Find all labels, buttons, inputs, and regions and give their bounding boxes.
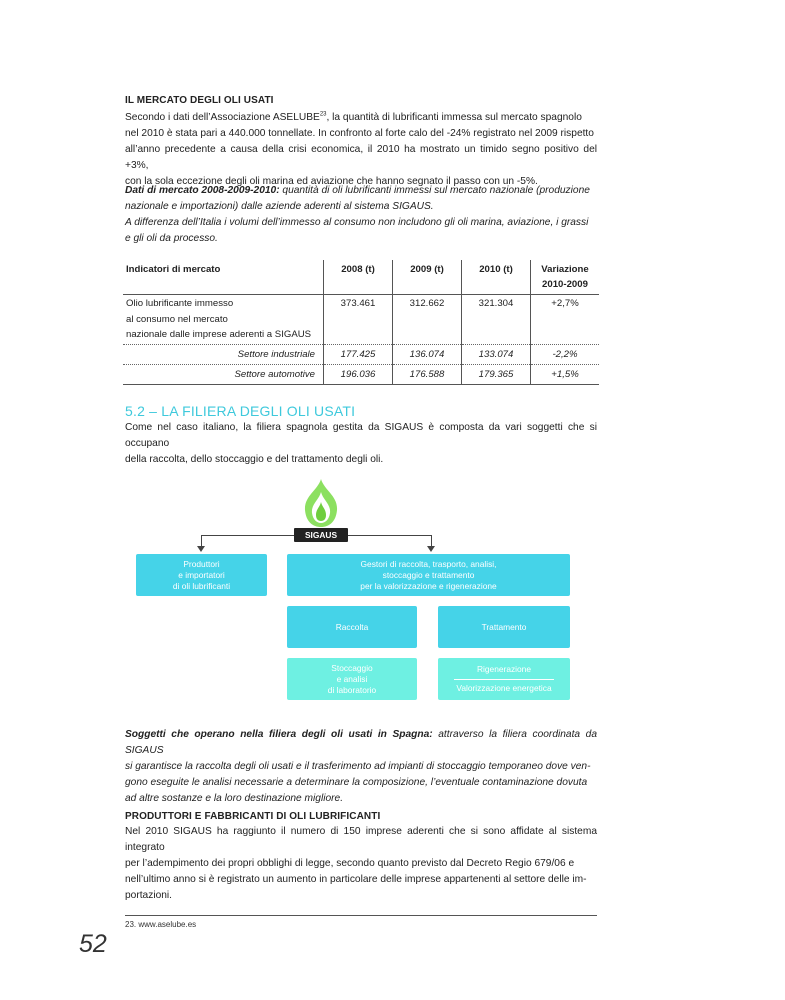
box-line: Trattamento (481, 621, 527, 632)
box-line: per la valorizzazione e rigenerazione (360, 580, 497, 591)
section-heading-mercato: IL MERCATO DEGLI OLI USATI (125, 95, 274, 106)
market-table (123, 260, 599, 385)
footnote: 23. www.aselube.es (125, 920, 197, 929)
cell-2009: 136.074 (393, 344, 462, 364)
cell-2009: 176.588 (393, 364, 462, 384)
filiera-paragraph (125, 420, 597, 468)
para-line: con la sola eccezione degli oli marina ed aviazione che hanno segnato il passo con un -5%. (125, 176, 538, 187)
cell-variazione: -2,2% (531, 344, 600, 364)
cell-variazione: +1,5% (531, 364, 600, 384)
caption-bold: Dati di mercato 2008-2009-2010: (125, 185, 280, 196)
sigaus-flame-icon (298, 478, 344, 528)
cell-2010: 179.365 (462, 364, 531, 384)
row-label-line: Olio lubrificante immesso (126, 298, 234, 309)
cell-variazione: +2,7% (531, 295, 600, 345)
row-label: Settore automotive (123, 364, 324, 384)
table-header-row (123, 260, 599, 295)
box-produttori (136, 554, 267, 596)
box-line: Raccolta (335, 621, 369, 632)
header-2010: 2010 (t) (462, 260, 531, 295)
caption-line: quantità di oli lubrificanti immessi sul mercato nazionale (produzione (279, 185, 590, 196)
caption-line: gono eseguite le analisi necessarie a determinare la composizione, l’eventuale contaminazione dovuta (125, 777, 588, 788)
header-variazione-line1: Variazione (541, 264, 589, 275)
box-line: e importatori (178, 569, 225, 580)
cell-2009: 312.662 (393, 295, 462, 345)
arrow-down-icon (427, 546, 435, 552)
section-title-filiera: 5.2 – LA FILIERA DEGLI OLI USATI (125, 403, 356, 419)
para-line: Come nel caso italiano, la filiera spagnola gestita da SIGAUS è composta da vari soggetti che si occupano (125, 422, 597, 449)
caption-line: A differenza dell’Italia i volumi dell’immesso al consumo non includono gli oli marina, aviazione, i grassi (125, 217, 589, 228)
table-row (123, 344, 599, 364)
box-gestori (287, 554, 570, 596)
caption-line: attraverso la filiera coordinata da SIGAUS (125, 729, 597, 756)
cell-2010: 321.304 (462, 295, 531, 345)
row-label: Settore industriale (123, 344, 324, 364)
divider (454, 679, 554, 680)
para-line: Secondo i dati dell’Associazione ASELUBE (125, 112, 320, 123)
cell-2008: 196.036 (324, 364, 393, 384)
box-line: Gestori di raccolta, trasporto, analisi, (360, 558, 497, 569)
box-line: Rigenerazione (476, 664, 531, 674)
cell-2008: 373.461 (324, 295, 393, 345)
box-line: Stoccaggio (331, 662, 373, 673)
mercato-paragraph (125, 110, 597, 190)
para-line: nell’ultimo anno si è registrato un aumento in particolare delle imprese appartenenti al settore delle im- (125, 874, 587, 885)
para-line: della raccolta, dello stoccaggio e del trattamento degli oli. (125, 454, 384, 465)
box-line: Valorizzazione energetica (456, 683, 552, 693)
row-label-line: nazionale dalle imprese aderenti a SIGAUS (126, 329, 312, 340)
table-row (123, 364, 599, 384)
cell-2008: 177.425 (324, 344, 393, 364)
table-row (123, 295, 599, 345)
table-caption (125, 183, 597, 247)
box-line: di laboratorio (327, 684, 377, 695)
row-label-main (123, 295, 324, 345)
box-raccolta (287, 606, 417, 648)
para-line: all’anno precedente a causa della crisi economica, il 2010 ha mostrato un timido segno positivo del +3%, (125, 144, 597, 171)
footnote-ref: 23 (319, 111, 327, 118)
caption-line: ad altre sostanze e la loro destinazione migliore. (125, 793, 344, 804)
footnote-divider (125, 915, 597, 916)
para-line: per l’adempimento dei propri obblighi di legge, secondo quanto previsto dal Decreto Regio 679/06 e (125, 858, 575, 869)
caption-line: nazionale e importazioni) dalle aziende aderenti al sistema SIGAUS. (125, 201, 434, 212)
box-line: stoccaggio e trattamento (382, 569, 475, 580)
header-variazione (531, 260, 600, 295)
header-2008: 2008 (t) (324, 260, 393, 295)
box-line: di oli lubrificanti (172, 580, 231, 591)
para-line: Nel 2010 SIGAUS ha raggiunto il numero di 150 imprese aderenti che si sono affidate al sistema integrato (125, 826, 597, 853)
header-indicatori: Indicatori di mercato (123, 260, 324, 295)
para-line: nel 2010 è stata pari a 440.000 tonnellate. In confronto al forte calo del -24% registrato nel 2009 rispetto (125, 128, 594, 139)
box-rigenerazione (438, 658, 570, 700)
sigaus-label: SIGAUS (294, 528, 348, 542)
box-stoccaggio (287, 658, 417, 700)
connector-line (348, 535, 432, 536)
row-label-line: al consumo nel mercato (126, 313, 228, 325)
produttori-paragraph (125, 824, 597, 904)
arrow-down-icon (197, 546, 205, 552)
caption-line: e gli oli da processo. (125, 233, 218, 244)
cell-2010: 133.074 (462, 344, 531, 364)
box-line: Produttori (183, 558, 220, 569)
box-line: e analisi (336, 673, 368, 684)
para-line: , la quantità di lubrificanti immessa sul mercato spagnolo (326, 112, 582, 123)
section-heading-produttori: PRODUTTORI E FABBRICANTI DI OLI LUBRIFICANTI (125, 811, 381, 822)
diagram-caption (125, 727, 597, 807)
para-line: portazioni. (125, 890, 173, 901)
page-number: 52 (79, 930, 107, 958)
header-variazione-line2: 2010-2009 (542, 279, 588, 290)
box-trattamento (438, 606, 570, 648)
caption-bold: Soggetti che operano nella filiera degli oli usati in Spagna: (125, 729, 433, 740)
connector-line (201, 535, 294, 536)
caption-line: si garantisce la raccolta degli oli usati e il trasferimento ad impianti di stoccaggio temporaneo dove ven- (125, 761, 591, 772)
header-2009: 2009 (t) (393, 260, 462, 295)
